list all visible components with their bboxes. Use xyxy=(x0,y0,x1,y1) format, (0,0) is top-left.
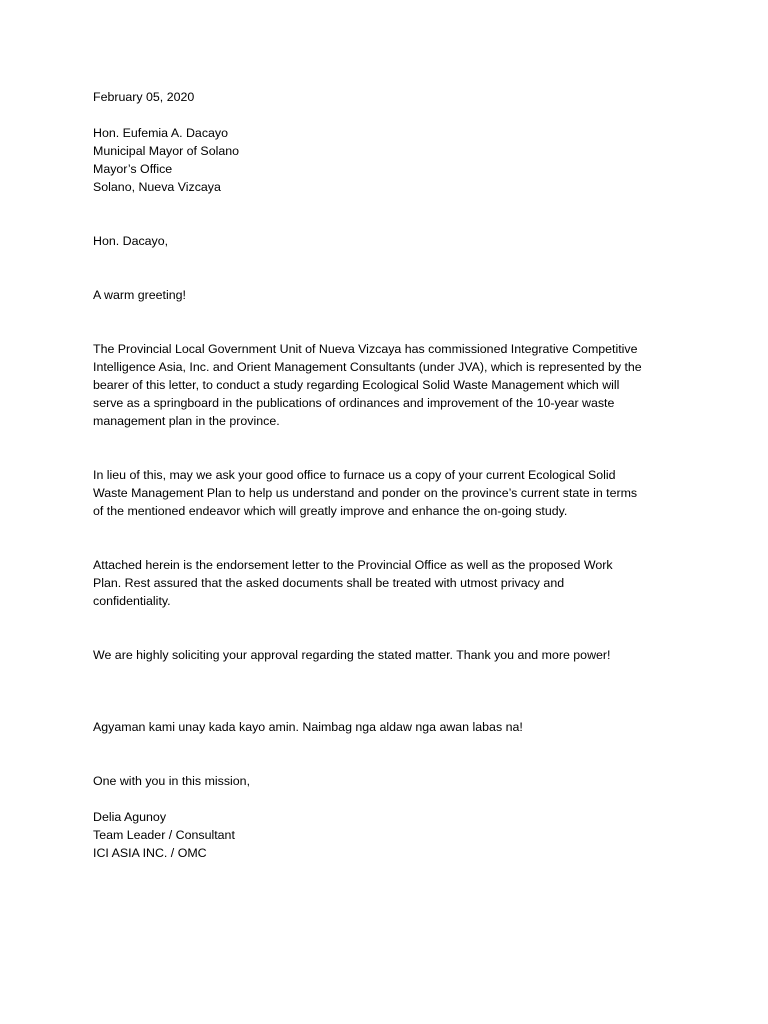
signature-block xyxy=(93,808,683,862)
paragraph-line: bearer of this letter, to conduct a study regarding Ecological Solid Waste Management which will xyxy=(93,378,620,392)
signatory-name: Delia Agunoy xyxy=(93,810,167,824)
paragraph-line: Agyaman kami unay kada kayo amin. Naimbag nga aldaw nga awan labas na! xyxy=(93,720,523,734)
date-text: February 05, 2020 xyxy=(93,90,195,104)
salutation-text: Hon. Dacayo, xyxy=(93,234,169,248)
paragraph-line: confidentiality. xyxy=(93,594,171,608)
addressee-name: Hon. Eufemia A. Dacayo xyxy=(93,126,228,140)
paragraph-line: In lieu of this, may we ask your good office to furnace us a copy of your current Ecological Solid xyxy=(93,468,616,482)
paragraph-line: We are highly soliciting your approval regarding the stated matter. Thank you and more power! xyxy=(93,648,611,662)
addressee-block xyxy=(93,124,683,196)
paragraph-line: management plan in the province. xyxy=(93,414,280,428)
paragraph-line: of the mentioned endeavor which will greatly improve and enhance the on-going study. xyxy=(93,504,568,518)
signatory-title: Team Leader / Consultant xyxy=(93,828,235,842)
paragraph-line: serve as a springboard in the publications of ordinances and improvement of the 10-year waste xyxy=(93,396,615,410)
salutation xyxy=(93,232,683,250)
signatory-organization: ICI ASIA INC. / OMC xyxy=(93,846,207,860)
paragraph-attachments xyxy=(93,556,683,610)
paragraph-line: Attached herein is the endorsement letter to the Provincial Office as well as the proposed Work xyxy=(93,558,613,572)
greeting-text: A warm greeting! xyxy=(93,288,186,302)
addressee-office: Mayor’s Office xyxy=(93,162,173,176)
paragraph-thanks-ilocano xyxy=(93,718,683,736)
paragraph-line: Waste Management Plan to help us understand and ponder on the province’s current state in terms xyxy=(93,486,638,500)
closing-text: One with you in this mission, xyxy=(93,774,251,788)
closing xyxy=(93,772,683,790)
paragraph-line: The Provincial Local Government Unit of Nueva Vizcaya has commissioned Integrative Competitive xyxy=(93,342,638,356)
paragraph-approval xyxy=(93,646,683,664)
paragraph-line: Intelligence Asia, Inc. and Orient Management Consultants (under JVA), which is represented by the xyxy=(93,360,642,374)
paragraph-request xyxy=(93,466,683,520)
paragraph-line: Plan. Rest assured that the asked documents shall be treated with utmost privacy and xyxy=(93,576,565,590)
paragraph-commission xyxy=(93,340,683,430)
letter-body xyxy=(93,88,683,862)
letter-date xyxy=(93,88,683,106)
addressee-location: Solano, Nueva Vizcaya xyxy=(93,180,221,194)
greeting xyxy=(93,286,683,304)
addressee-title: Municipal Mayor of Solano xyxy=(93,144,240,158)
